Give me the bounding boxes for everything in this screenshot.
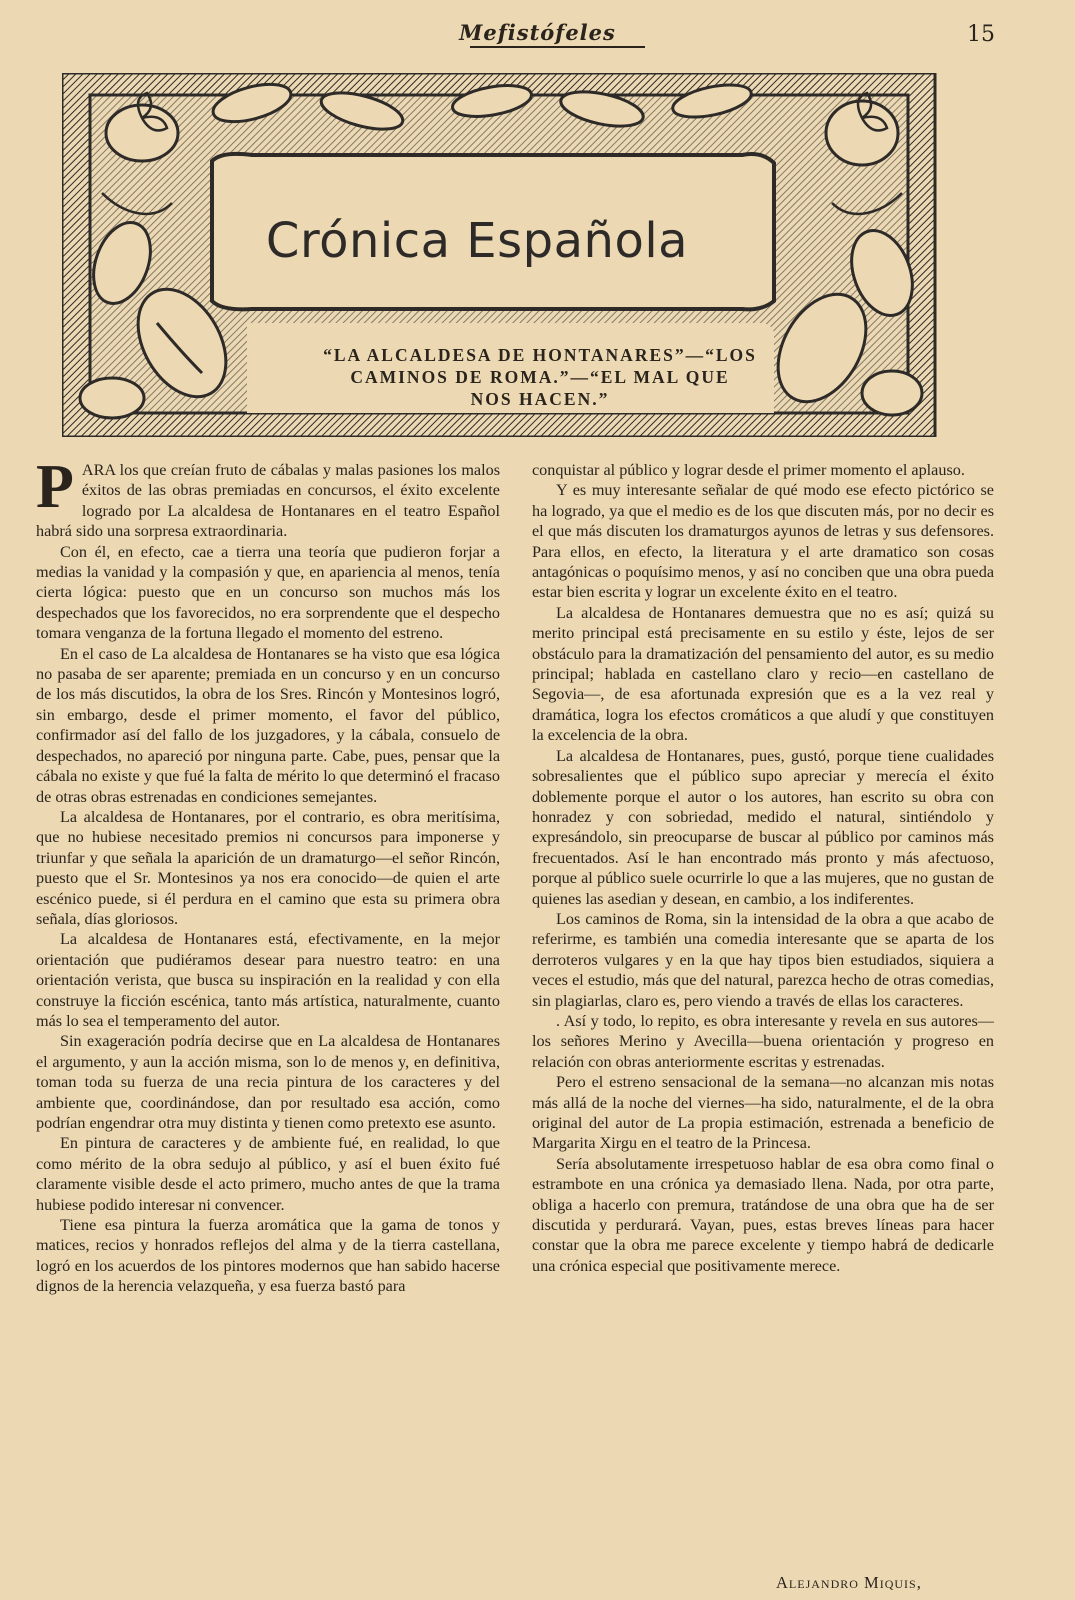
section-title: Crónica Española [265,213,689,269]
article-paragraph: Los caminos de Roma, sin la intensidad de la obra a que acabo de referirme, es también una comedia interesante que se aparta de los derroteros vulgares y en la que hay tipos bien estudiados, siquiera a veces el estudio, más que del natural, parezca hecho de otras comedias, sin plagiarlas, claro es, pero viendo a través de ellas los caracteres. [532,909,994,1010]
author-signature: Alejandro Miquis, [776,1573,922,1592]
subtitle-line: NOS HACEN.” [470,389,610,409]
article-paragraph: Con él, en efecto, cae a tierra una teoría que pudieron forjar a medias la vanidad y la compasión y que, en apariencia al menos, tenía cierta lógica: puesto que en un concurso son muchos más los despechados que los favorecidos, no era sorprendente que el despecho tomara venganza de la fortuna llegado el momento del estreno. [36,542,500,643]
article-paragraph: En el caso de La alcaldesa de Hontanares se ha visto que esa lógica no pasaba de ser aparente; premiada en un concurso y en un concurso de los más discutidos, la obra de los Sres. Rincón y Montesinos logró, sin embargo, desde el primer momento, el favor del público, confirmador así del fallo de los juzgadores, y la cábala, consuelo de despechados, no apareció por ninguna parte. Cabe, pues, pensar que la cábala no existe y que fué la falta de mérito lo que determinó el fracaso de otras obras estrenadas en condiciones semejantes. [36,644,500,806]
magazine-title: Mefistófeles [459,20,616,45]
article-column-left [36,453,500,1297]
article-paragraph: conquistar al público y lograr desde el primer momento el aplauso. [532,461,965,479]
paragraph-text: ARA los que creían fruto de cábalas y malas pasiones los malos éxitos de las obras premiadas en concursos, el éxito excelente logrado por La alcaldesa de Hontanares en el teatro Español habrá sido una sorpresa extraordinaria. [36,461,500,541]
article-paragraph: La alcaldesa de Hontanares está, efectivamente, en la mejor orientación que pudiéramos desear para nuestro teatro: en una orientación verista, que busca su inspiración en la realidad y con ella construye la ficción escénica, tanto más artística, naturalmente, cuanto más lo sea el temperamento del autor. [36,930,500,1030]
article-paragraph: En pintura de caracteres y de ambiente fué, en realidad, lo que como mérito de la obra sedujo al público, y así el buen éxito fué claramente visible desde el acto primero, mucho antes de que la trama hubiese podido interesar ni convencer. [36,1134,500,1214]
article-paragraph: Sería absolutamente irrespetuoso hablar de esa obra como final o estrambote en una crónica ya demasiado llena. Nada, por otra parte, obliga a hacerlo con premura, tratándose de una obra que ha de ser discutida y perdurará. Vayan, pues, estas breves líneas para hacer constar que la obra me parece excelente y tiempo habrá de dedicarle una crónica especial que positivamente merece. [532,1154,994,1275]
article-subtitle [255,344,825,410]
article-paragraph [36,453,500,542]
article-paragraph: Pero el estreno sensacional de la semana—no alcanzan mis notas más allá de la noche del viernes—ha sido, naturalmente, el de la obra original del autor de La propia estimación, estrenada a beneficio de Margarita Xirgu en el teatro de la Princesa. [532,1073,994,1153]
article-paragraph: Y es muy interesante señalar de qué modo ese efecto pictórico se ha logrado, ya que el medio es de los que discuten más, por no decir es el que más discuten los dramaturgos ayunos de letras y sus defensores. Para ellos, en efecto, la literatura y el arte dramatico son cosas antagónicas o poquísimo menos, y así no conciben que una obra pueda estar bien escrita y lograr un excelente éxito en el teatro. [532,481,994,602]
drop-cap: P [36,453,74,521]
subtitle-line: CAMINOS DE ROMA.”—“EL MAL QUE [350,367,730,387]
article-paragraph: . Así y todo, lo repito, es obra interesante y revela en sus autores—los señores Merino y Avecilla—buena orientación y progreso en relación con obras anteriormente escritas y estrenadas. [532,1011,994,1071]
article-paragraph: Tiene esa pintura la fuerza aromática que la gama de tonos y matices, recios y honrados reflejos del alma y de la tierra castellana, logró en los acuerdos de los pintores modernos que han sabido hacerse dignos de la herencia velazqueña, y esa fuerza bastó para [36,1216,500,1296]
article-paragraph: La alcaldesa de Hontanares, por el contrario, es obra meritísima, que no hubiese necesitado premios ni concursos para imponerse y triunfar y que señala la aparición de un dramaturgo—el señor Rincón, puesto que el Sr. Montesinos ya nos era conocido—de quien el arte escénico puede, si él perdura en el camino que esta su primera obra señala, días gloriosos. [36,807,500,928]
page-number: 15 [967,22,995,47]
article-paragraph: La alcaldesa de Hontanares, pues, gustó, porque tiene cualidades sobresalientes que el público supo apreciar y merecía el éxito doblemente porque el autor o los autores, han escrito su obra con honradez y con sobriedad, medido el natural, sintiéndolo y expresándolo, sin preocuparse de buscar al público por caminos más frecuentados. Así le han encontrado más pronto y más afectuoso, porque al público suele ocurrirle lo que a las mujeres, que no gustan de quienes las asedian y desean, en cambio, a los indiferentes. [532,746,994,908]
article-paragraph: Sin exageración podría decirse que en La alcaldesa de Hontanares el argumento, y aun la acción misma, son lo de menos y, en definitiva, toman toda su fuerza de una recia pintura de los caracteres y del ambiente que, coordinándose, dan por resultado esa acción, como podrían engendrar otra muy distinta y tienen como pretexto ese asunto. [36,1032,500,1132]
header-rule [470,46,645,48]
page-header [0,16,1075,46]
article-column-right [532,460,994,1276]
subtitle-line: “LA ALCALDESA DE HONTANARES”—“LOS [323,345,757,365]
article-paragraph: La alcaldesa de Hontanares demuestra que no es así; quizá su merito principal está precisamente en su estilo y éste, lejos de ser obstáculo para la dramatización del pensamiento del autor, es su medio principal; hablada en castellano claro y recio—en castellano de Segovia—, de esa afortunada expresión que es a la vez real y dramática, logra los efectos cromáticos a que aludí y que constituyen la excelencia de la obra. [532,603,994,745]
